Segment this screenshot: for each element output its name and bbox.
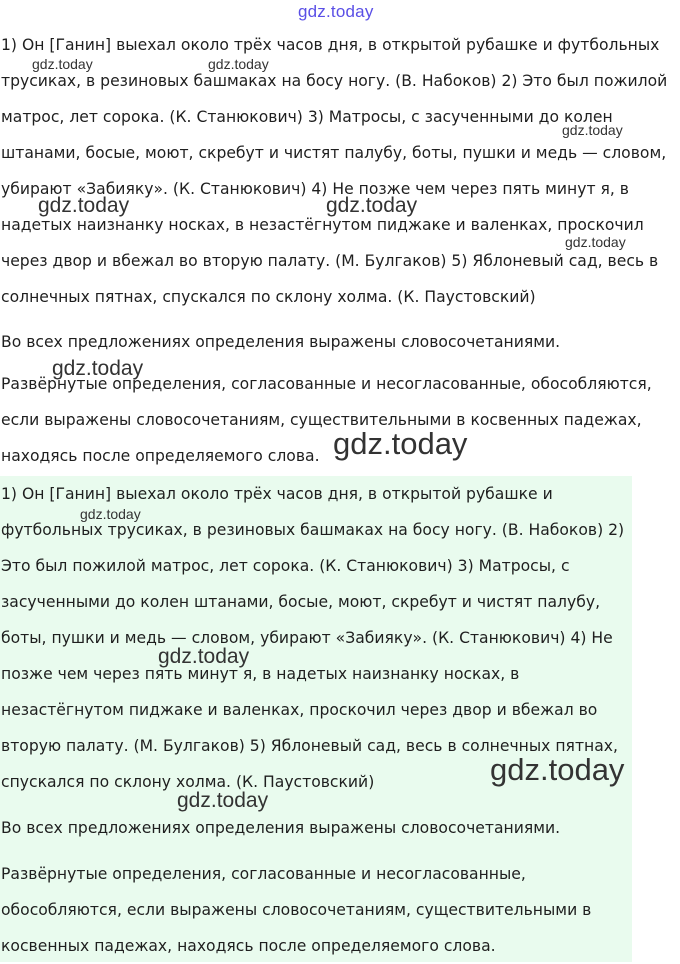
site-watermark-header: gdz.today xyxy=(298,2,374,21)
answer-rule: Развёрнутые определения, согласованные и несогласованные, обособляются, если выражены словосочетаниям, существительными в косвенных падежах, находясь после определяемого слова. xyxy=(1,865,592,955)
watermark: gdz.today xyxy=(38,194,130,217)
answer-sentences: 1) Он [Ганин] выехал около трёх часов дня, в открытой рубашке и футбольных трусиках, в резиновых башмаках на босу ногу. (В. Набоков) 2) Это был пожилой матрос, лет сорока. (К. Станюкович) 3) Матросы, с засученными до колен штанами, босые, моют, скребут и чистят палубу, боты, пушки и медь — словом, убирают «Забияку». (К. Станюкович) 4) Не позже чем через пять минут я, в надетых наизнанку носках, в незастёгнутом пиджаке и валенках, проскочил через двор и вбежал во вторую палату. (М. Булгаков) 5) Яблоневый сад, весь в солнечных пятнах, спускался по склону холма. (К. Паустовский) xyxy=(1,485,625,791)
watermark: gdz.today xyxy=(177,789,269,812)
task-observation: Во всех предложениях определения выражены словосочетаниями. xyxy=(1,333,561,351)
watermark: gdz.today xyxy=(52,357,144,380)
answer-observation: Во всех предложениях определения выражены словосочетаниями. xyxy=(1,819,561,837)
watermark: gdz.today xyxy=(32,56,93,72)
watermark: gdz.today xyxy=(333,426,468,461)
watermark: gdz.today xyxy=(562,122,623,138)
watermark: gdz.today xyxy=(490,752,625,787)
watermark: gdz.today xyxy=(80,506,141,522)
task-rule: Развёрнутые определения, согласованные и несогласованные, обособляются, если выражены словосочетаниям, существительными в косвенных падежах, находясь после определяемого слова. xyxy=(1,375,652,465)
task-sentences: 1) Он [Ганин] выехал около трёх часов дня, в открытой рубашке и футбольных трусиках, в резиновых башмаках на босу ногу. (В. Набоков) 2) Это был пожилой матрос, лет сорока. (К. Станюкович) 3) Матросы, с засученными до колен штанами, босые, моют, скребут и чистят палубу, боты, пушки и медь — словом, убирают «Забияку». (К. Станюкович) 4) Не позже чем через пять минут я, в надетых наизнанку носках, в незастёгнутом пиджаке и валенках, проскочил через двор и вбежал во вторую палату. (М. Булгаков) 5) Яблоневый сад, весь в солнечных пятнах, спускался по склону холма. (К. Паустовский) xyxy=(1,36,668,306)
watermark: gdz.today xyxy=(565,234,626,250)
watermark: gdz.today xyxy=(208,56,269,72)
watermark: gdz.today xyxy=(326,194,418,217)
watermark: gdz.today xyxy=(158,645,250,668)
